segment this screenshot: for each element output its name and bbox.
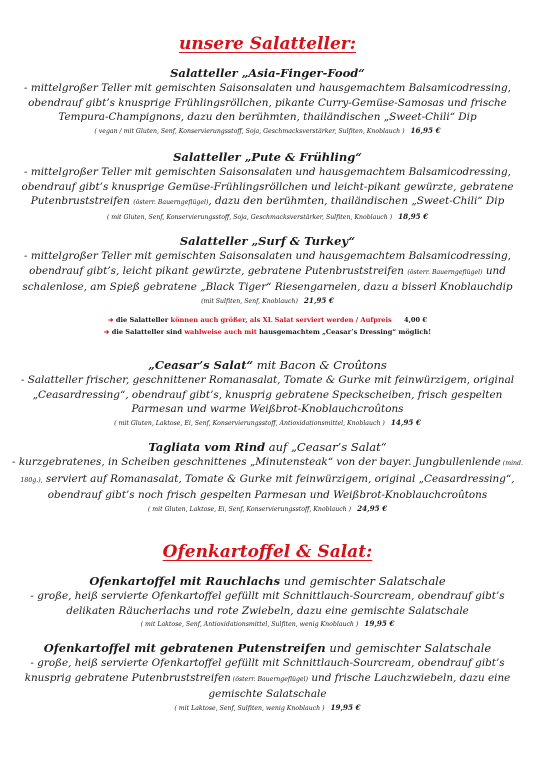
allergen-text: ( vegan / mit Gluten, Senf, Konservierungsstoff, Soja, Geschmacksverstärker, Sulfiten, Knoblauch ): [94, 127, 405, 135]
item-price: 18,95 €: [398, 211, 429, 221]
allergen-text: ( mit Gluten, Senf, Konservierungsstoff, Soja, Geschmacksverstärker, Sulfiten, Knoblauch ): [106, 213, 393, 221]
desc-small: (mind. 180g.),: [20, 460, 523, 484]
menu-item-asia-finger-food: [4, 66, 531, 138]
item-name: Salatteller „Pute & Frühling“: [173, 150, 362, 164]
desc-part: - große, heiß servierte Ofenkartoffel gefüllt mit Schnittlauch-Sourcream, obendrauf gibt’s knusprig gebratene Putenbruststreifen: [24, 657, 505, 684]
note-highlight: wahlweise auch mit: [184, 328, 257, 336]
item-name-bold: Ofenkartoffel mit gebratenen Putenstreifen: [43, 641, 326, 655]
item-price: 19,95 €: [364, 619, 395, 629]
desc-part: , dazu den berühmten, thailändischen „Sweet-Chili“ Dip: [208, 195, 505, 208]
menu-item-surf-turkey: [4, 234, 531, 308]
desc-part: - mittelgroßer Teller mit gemischten Saisonsalaten und hausgemachtem Balsamicodressing, obendrauf gibt’s, leicht pikant gewürzte, gebratene Putenbruststreifen: [24, 250, 511, 277]
item-description: [10, 656, 525, 702]
allergen-text: ( mit Gluten, Laktose, Ei, Senf, Konservierungsstoff, Antioxidationsmittel, Knoblauch ): [114, 419, 385, 427]
note-text: die Salatteller sind: [111, 328, 185, 336]
item-name-bold: Ofenkartoffel mit Rauchlachs: [89, 574, 281, 588]
note-price: 4,00 €: [404, 316, 427, 324]
arrow-right-icon: ➔: [108, 316, 114, 324]
item-name-rest: mit Bacon & Croûtons: [253, 358, 387, 372]
item-name: [4, 358, 531, 373]
menu-item-ofenkartoffel-rauchlachs: [4, 574, 531, 631]
desc-small: (österr. Bauerngeflügel): [133, 199, 209, 207]
salads-section-title: unsere Salatteller:: [178, 34, 357, 54]
desc-part: - kurzgebratenes, in Scheiben geschnittenes „Minutensteak“ von der bayer. Jungbullenlende: [12, 456, 501, 468]
item-name: [4, 641, 531, 656]
potato-section-title: Ofenkartoffel & Salat:: [162, 542, 373, 562]
item-name: Salatteller „Asia-Finger-Food“: [170, 66, 365, 80]
desc-small: (österr. Bauerngeflügel): [230, 675, 309, 683]
item-description: - große, heiß servierte Ofenkartoffel gefüllt mit Schnittlauch-Sourcream, obendrauf gibt’s delikaten Räucherlachs und rote Zwiebeln, dazu eine gemischte Salatschale: [30, 590, 505, 617]
desc-part: und schalenlose, am Spieß gebratene „Black Tiger“ Riesengarnelen, dazu a bisserl Knoblauchdip: [22, 264, 513, 294]
item-allergens: [4, 702, 531, 715]
allergen-text: ( mit Gluten, Laktose, Ei, Senf, Konservierungsstoff, Knoblauch ): [147, 505, 352, 513]
item-name: Salatteller „Surf & Turkey“: [179, 234, 356, 248]
item-price: 19,95 €: [330, 702, 361, 712]
item-name-bold: Tagliata vom Rind: [148, 440, 266, 454]
item-allergens: [4, 125, 531, 138]
item-allergens: [4, 211, 531, 224]
menu-item-ceasars-salat: [4, 358, 531, 430]
item-name: [4, 440, 531, 455]
menu-item-pute-fruehling: [4, 150, 531, 224]
menu-item-ofenkartoffel-putenstreifen: [4, 641, 531, 715]
item-name-rest: und gemischter Salatschale: [325, 641, 492, 655]
note-xl: [0, 314, 535, 326]
allergen-text: ( mit Laktose, Senf, Sulfiten, wenig Knoblauch ): [174, 704, 325, 712]
item-description: - Salatteller frischer, geschnittener Romanasalat, Tomate & Gurke mit feinwürzigem, original „Ceasardressing“, obendrauf gibt’s, knusprig gebratene Speckscheiben, frisch gespelten Parmesan und warme Weißbrot-Knoblauchcroûtons: [20, 374, 515, 416]
desc-part: serviert auf Romanasalat, Tomate & Gurke mit feinwürzigem, original „Ceasardressing“, obendrauf gibt’s noch frisch gespelten Parmesan und Weißbrot-Knoblauchcroûtons: [42, 472, 515, 502]
arrow-right-icon: ➔: [103, 328, 110, 336]
item-name-bold: „Ceasar’s Salat“: [148, 358, 254, 372]
item-price: 21,95 €: [303, 295, 334, 305]
note-dressing: [0, 326, 535, 338]
desc-part: und frische Lauchzwiebeln, dazu eine gemischte Salatschale: [208, 671, 511, 701]
item-description: - mittelgroßer Teller mit gemischten Saisonsalaten und hausgemachtem Balsamicodressing, obendrauf gibt’s knusprige Frühlingsröllchen, pikante Curry-Gemüse-Samosas und frische Tempura-Champignons, dazu den berühmten, thailändischen „Sweet-Chili“ Dip: [24, 82, 511, 124]
item-description: [10, 165, 525, 211]
desc-part: - mittelgroßer Teller mit gemischten Saisonsalaten und hausgemachtem Balsamicodressing, obendrauf gibt’s knusprige Gemüse-Frühlingsröllchen und leicht-pikant gewürzte, gebratene Putenbruststreifen: [21, 166, 514, 208]
item-description: [10, 455, 525, 503]
allergen-text: ( mit Laktose, Senf, Antioxidationsmittel, Sulfiten, wenig Knoblauch ): [140, 621, 359, 629]
allergen-text: (mit Sulfiten, Senf, Knoblauch): [201, 297, 298, 305]
item-price: 16,95 €: [410, 125, 441, 135]
item-allergens: [4, 618, 531, 631]
notes-block: [0, 314, 535, 338]
item-name: [4, 574, 531, 589]
menu-item-tagliata: [4, 440, 531, 516]
item-name-rest: und gemischter Salatschale: [280, 574, 446, 588]
desc-small: (österr. Bauerngeflügel): [407, 268, 483, 276]
note-text: hausgemachtem „Ceasar’s Dressing“ möglich!: [256, 328, 432, 336]
item-name-rest: auf „Ceasar’s Salat“: [265, 440, 387, 454]
note-text: die Salatteller: [115, 316, 171, 324]
item-allergens: [4, 503, 531, 516]
note-highlight: können auch größer, als XL Salat serviert werden / Aufpreis: [170, 316, 392, 324]
item-allergens: [4, 295, 531, 308]
item-description: [10, 249, 525, 295]
item-price: 14,95 €: [390, 417, 421, 427]
item-allergens: [4, 417, 531, 430]
item-price: 24,95 €: [357, 503, 388, 513]
